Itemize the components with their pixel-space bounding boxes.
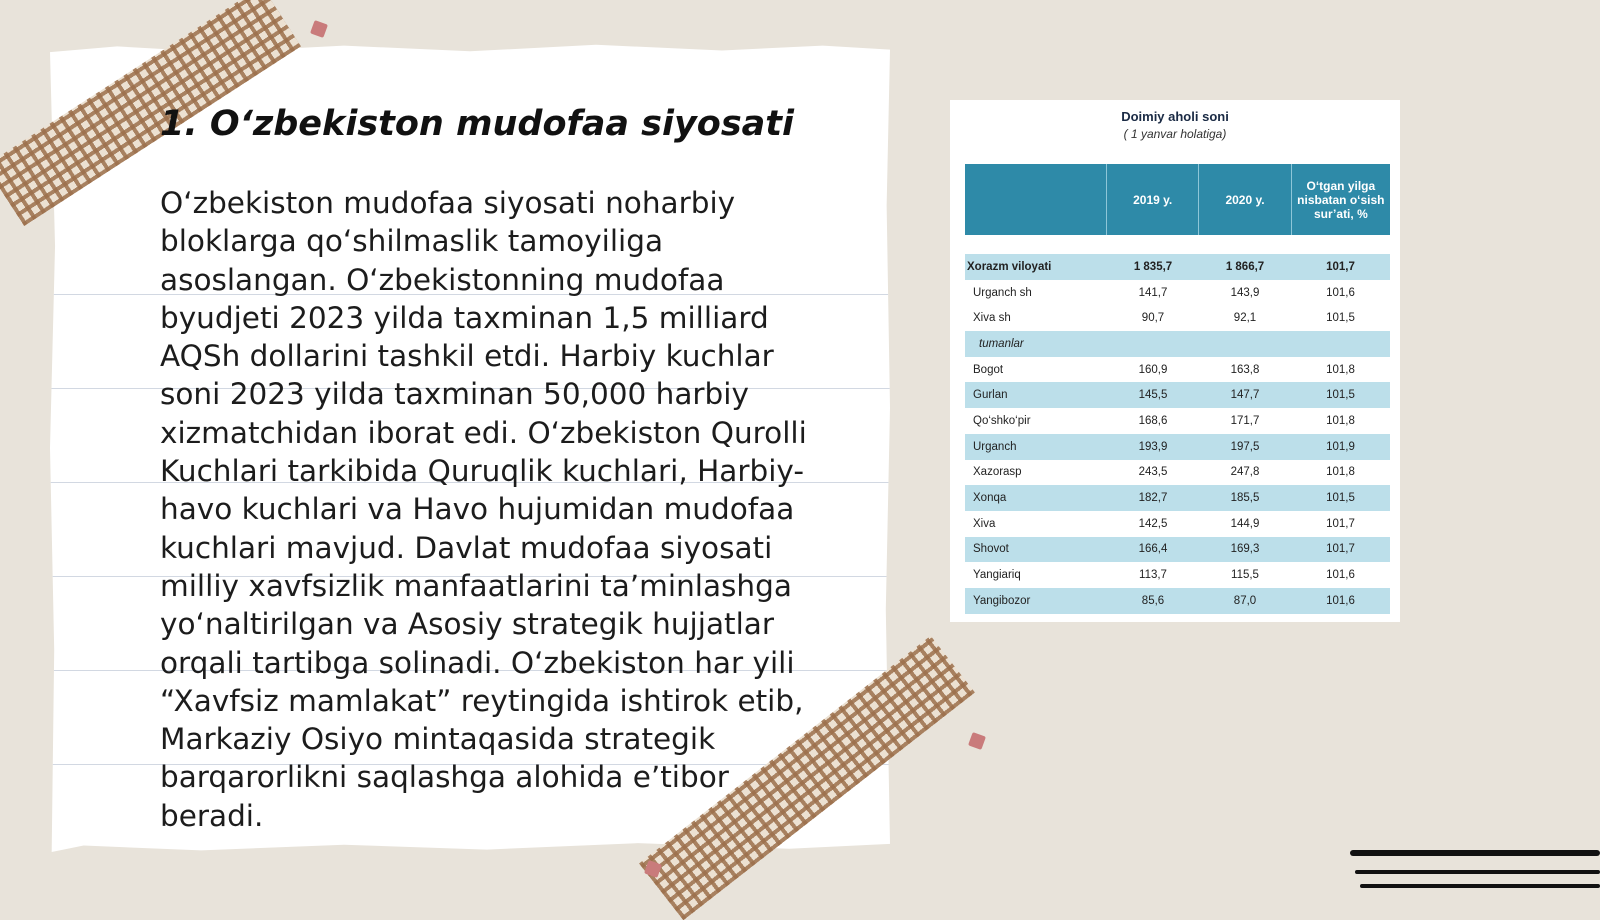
row-name: Xazorasp: [973, 466, 1022, 479]
row-pct: 101,8: [1326, 363, 1355, 376]
row-pct: 101,9: [1326, 440, 1355, 453]
row-2019: 113,7: [1139, 569, 1167, 582]
table-body: [965, 254, 1390, 614]
table-row: [965, 331, 1390, 357]
row-name: Yangibozor: [973, 594, 1031, 607]
table-row: [965, 408, 1390, 434]
row-2020: 163,8: [1230, 363, 1260, 376]
row-name: Yangiariq: [973, 569, 1021, 582]
table-subtitle: ( 1 yanvar holatiga): [1123, 127, 1227, 141]
row-pct: 101,7: [1326, 543, 1355, 556]
table-row: [965, 434, 1390, 460]
row-2020: 185,5: [1230, 492, 1260, 505]
population-table-card: [950, 100, 1400, 622]
row-pct: 101,7: [1326, 260, 1355, 273]
row-2019: 243,5: [1138, 466, 1168, 479]
table-header-cell: O‘tgan yilga nisbatan o‘sish sur’ati, %: [1297, 178, 1385, 221]
row-2019: 85,6: [1141, 594, 1165, 607]
row-2019: 168,6: [1138, 414, 1168, 427]
row-name: Xonqa: [973, 492, 1007, 505]
table-header-row: [965, 164, 1390, 235]
row-2019: [1107, 331, 1199, 357]
row-2019: 182,7: [1138, 492, 1168, 505]
row-2019: 160,9: [1138, 363, 1168, 376]
row-2020: 147,7: [1230, 389, 1260, 402]
table-row: [965, 305, 1390, 331]
row-pct: 101,8: [1326, 466, 1355, 479]
table-row: [965, 460, 1390, 486]
marker-stroke: [1350, 850, 1600, 856]
slide-title: 1. O‘zbekiston mudofaa siyosati: [160, 104, 795, 144]
row-2019: 145,5: [1138, 389, 1168, 402]
row-name: Urganch: [973, 440, 1017, 453]
tape-corner-marker: [968, 732, 986, 750]
row-2020: 92,1: [1233, 312, 1257, 325]
table-row: [965, 382, 1390, 408]
row-pct: 101,6: [1326, 594, 1355, 607]
table-row: [965, 254, 1390, 280]
row-2020: 197,5: [1230, 440, 1260, 453]
row-2019: 193,9: [1138, 440, 1168, 453]
table-row: [965, 280, 1390, 306]
marker-stroke: [1360, 884, 1600, 888]
table-header-cell: 2020 y.: [1199, 164, 1291, 235]
row-2019: 1 835,7: [1133, 260, 1173, 273]
row-2020: 115,5: [1231, 569, 1259, 582]
table-row: [965, 588, 1390, 614]
table-row: [965, 562, 1390, 588]
row-2020: 169,3: [1230, 543, 1260, 556]
tape-corner-marker: [310, 20, 328, 38]
row-2020: 87,0: [1233, 594, 1257, 607]
row-name: Xiva: [973, 517, 996, 530]
row-pct: [1291, 331, 1390, 357]
row-2019: 142,5: [1138, 517, 1168, 530]
row-2020: 144,9: [1230, 517, 1260, 530]
row-pct: 101,5: [1326, 389, 1355, 402]
table-row: [965, 357, 1390, 383]
table-row: [965, 511, 1390, 537]
row-pct: 101,6: [1326, 286, 1355, 299]
row-2019: 141,7: [1138, 286, 1168, 299]
row-2020: 171,7: [1230, 414, 1260, 427]
row-name: tumanlar: [979, 337, 1024, 350]
row-pct: 101,6: [1326, 569, 1355, 582]
row-name: Qo‘shko‘pir: [973, 414, 1031, 427]
row-pct: 101,7: [1326, 517, 1355, 530]
table-title: Doimiy aholi soni: [1121, 109, 1229, 124]
row-name: Gurlan: [973, 389, 1008, 402]
row-2020: [1199, 331, 1291, 357]
row-name: Urganch sh: [973, 286, 1032, 299]
slide-body-text: O‘zbekiston mudofaa siyosati noharbiy bloklarga qo‘shilmaslik tamoyiliga asoslangan. O‘zbekistonning mudofaa byudjeti 2023 yilda taxminan 1,5 milliard AQSh dollarini tashkil etdi. Harbiy kuchlar soni 2023 yilda taxminan 50,000 harbiy xizmatchidan iborat edi. O‘zbekiston Qurolli Kuchlari tarkibida Quruqlik kuchlari, Harbiy-havo kuchlari va Havo hujumidan mudofaa kuchlari mavjud. Davlat mudofaa siyosati milliy xavfsizlik manfaatlarini ta’minlashga yo‘naltirilgan va Asosiy strategik hujjatlar orqali tartibga solinadi. O‘zbekiston har yili “Xavfsiz mamlakat” reytingida ishtirok etib, Markaziy Osiyo mintaqasida strategik barqarorlikni saqlashga alohida e’tibor beradi.: [160, 186, 807, 833]
marker-stroke: [1355, 870, 1600, 874]
row-2019: 90,7: [1141, 312, 1165, 325]
row-name: Shovot: [973, 543, 1009, 556]
row-2020: 247,8: [1230, 466, 1260, 479]
table-row: [965, 485, 1390, 511]
row-pct: 101,8: [1326, 414, 1355, 427]
table-header-cell: [965, 164, 1107, 235]
row-2020: 1 866,7: [1225, 260, 1265, 273]
row-name: Xiva sh: [973, 312, 1011, 325]
table-row: [965, 537, 1390, 563]
row-pct: 101,5: [1326, 492, 1355, 505]
table-header-cell: 2019 y.: [1107, 164, 1199, 235]
row-2019: 166,4: [1138, 543, 1168, 556]
row-pct: 101,5: [1326, 312, 1355, 325]
row-name: Xorazm viloyati: [967, 260, 1052, 273]
row-2020: 143,9: [1230, 286, 1260, 299]
row-name: Bogot: [973, 363, 1004, 376]
